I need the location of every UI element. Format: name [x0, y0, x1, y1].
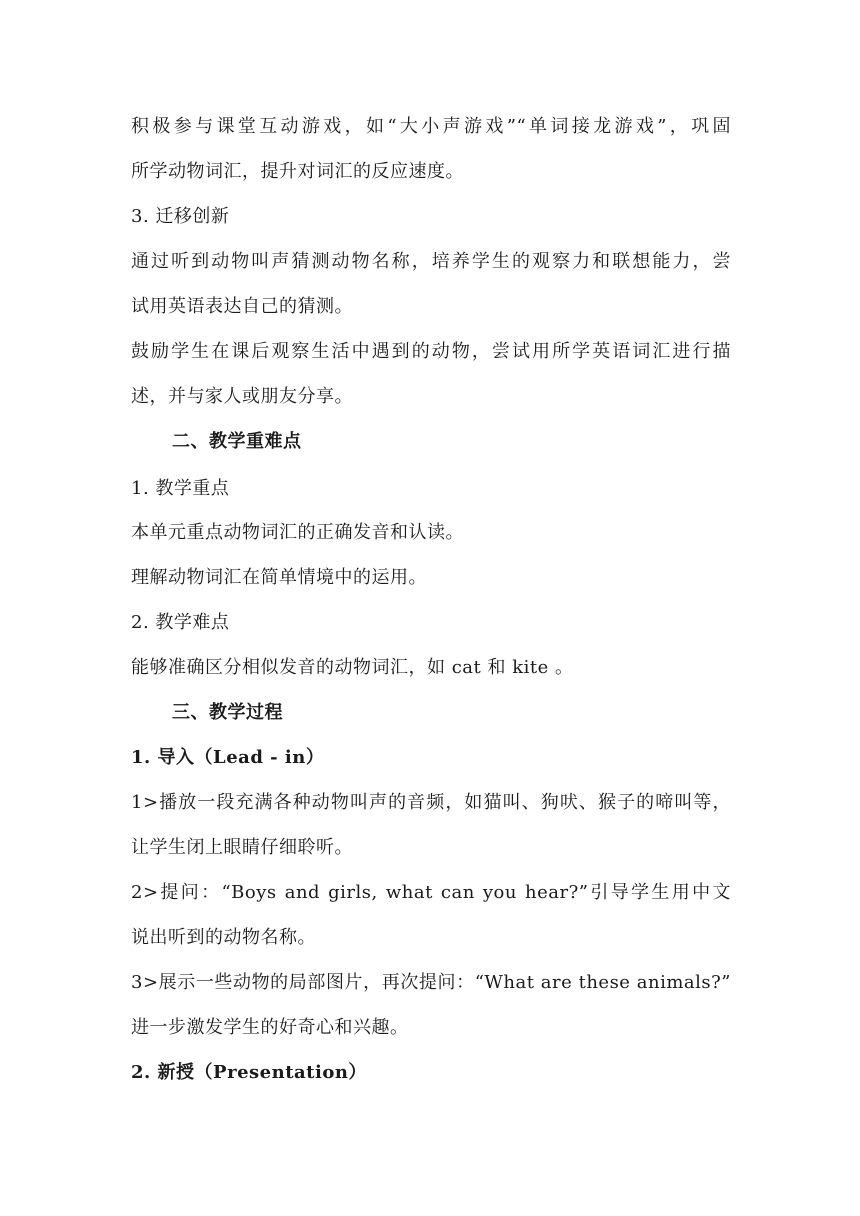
subsection-heading: 1. 导入（Lead - in） [131, 747, 325, 768]
section-heading: 二、教学重难点 [172, 431, 302, 452]
paragraph-line: 通过听到动物叫声猜测动物名称，培养学生的观察力和联想能力，尝 [131, 251, 731, 272]
subsection-heading: 2. 新授（Presentation） [131, 1062, 367, 1083]
paragraph-line: 述，并与家人或朋友分享。 [131, 386, 353, 407]
paragraph-line: 1>播放一段充满各种动物叫声的音频，如猫叫、狗吠、猴子的啼叫等， [131, 792, 731, 813]
list-item-heading: 1. 教学重点 [131, 478, 230, 499]
paragraph-line: 能够准确区分相似发音的动物词汇，如 cat 和 kite 。 [131, 657, 574, 678]
paragraph-line: 2>提问：“Boys and girls, what can you hear?”引导学生用中文 [131, 882, 731, 903]
paragraph-line: 理解动物词汇在简单情境中的运用。 [131, 567, 427, 588]
list-item-heading: 2. 教学难点 [131, 612, 230, 633]
paragraph-line: 进一步激发学生的好奇心和兴趣。 [131, 1017, 409, 1038]
list-item-heading: 3. 迁移创新 [131, 206, 230, 227]
section-heading: 三、教学过程 [172, 702, 283, 723]
paragraph-line: 积极参与课堂互动游戏，如“大小声游戏”“单词接龙游戏”，巩固 [131, 116, 731, 137]
paragraph-line: 鼓励学生在课后观察生活中遇到的动物，尝试用所学英语词汇进行描 [131, 341, 731, 362]
paragraph-line: 所学动物词汇，提升对词汇的反应速度。 [131, 161, 464, 182]
paragraph-line: 让学生闭上眼睛仔细聆听。 [131, 837, 353, 858]
paragraph-line: 说出听到的动物名称。 [131, 927, 316, 948]
paragraph-line: 3>展示一些动物的局部图片，再次提问：“What are these animals?” [131, 972, 731, 993]
paragraph-line: 试用英语表达自己的猜测。 [131, 296, 353, 317]
paragraph-line: 本单元重点动物词汇的正确发音和认读。 [131, 522, 464, 543]
